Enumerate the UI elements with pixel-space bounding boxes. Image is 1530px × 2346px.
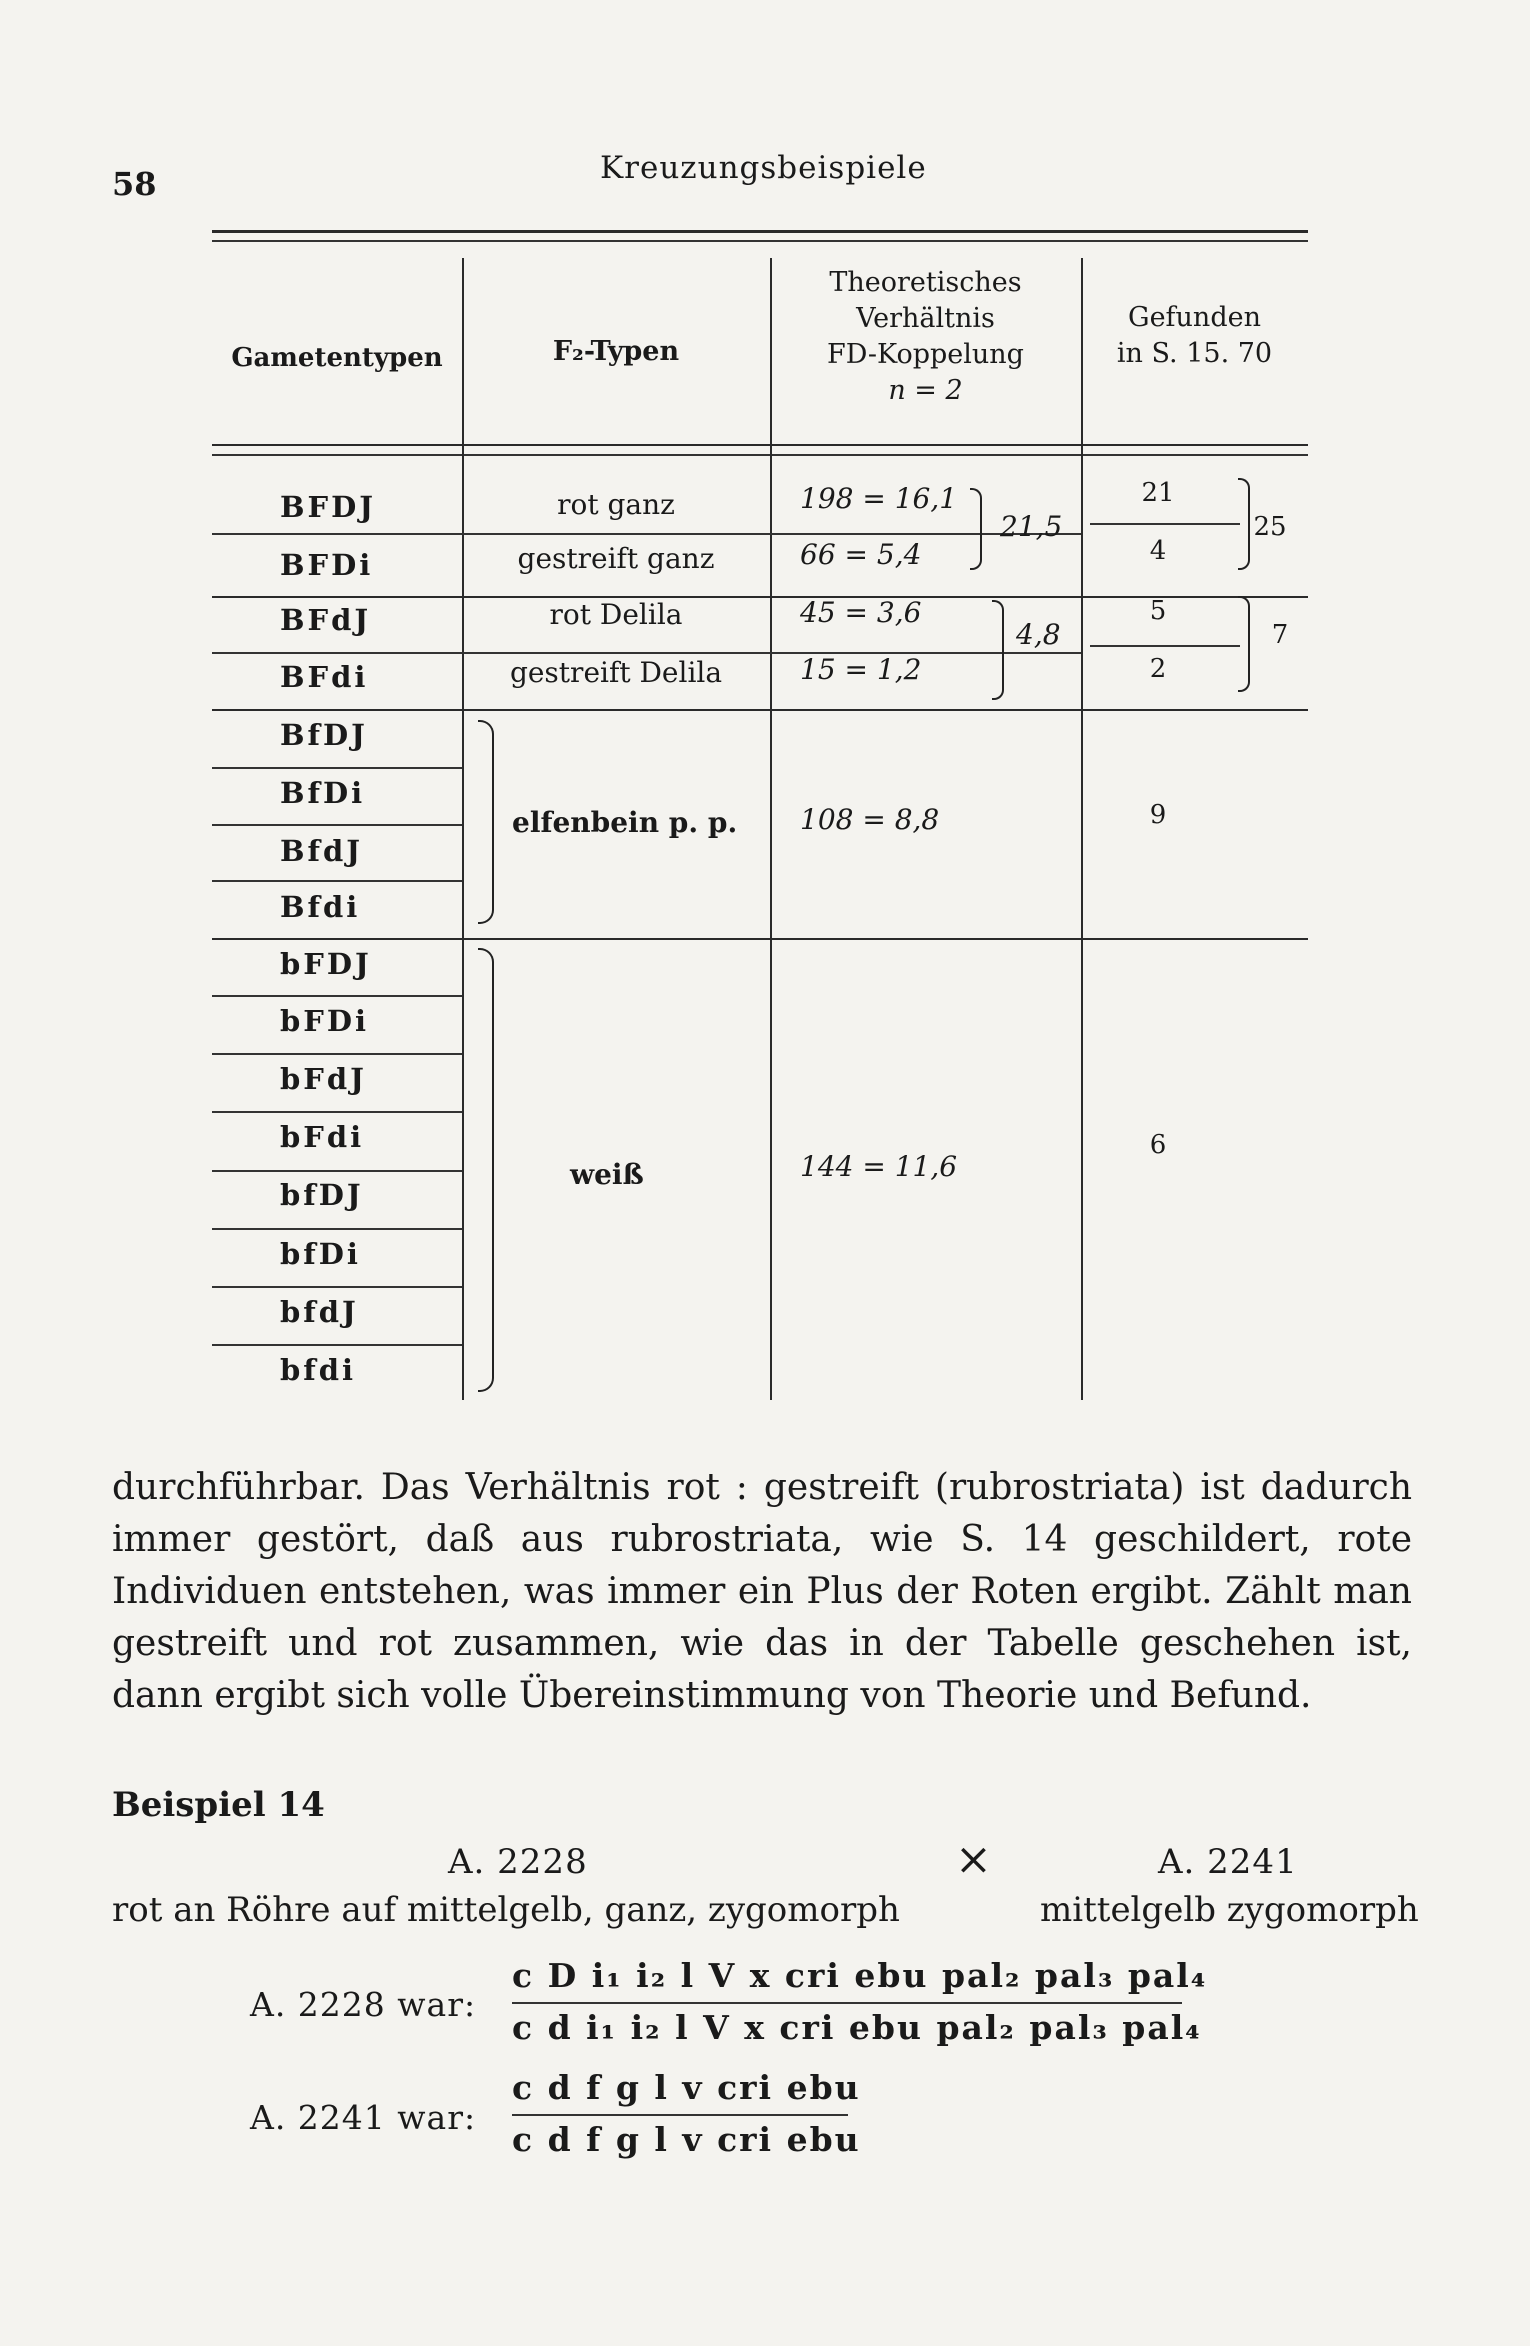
f2-gestreift-delila: gestreift Delila — [509, 656, 723, 689]
genotype-a-bar — [512, 2002, 1182, 2004]
theo-brace-1 — [970, 488, 982, 570]
gamete-6: BfDi — [280, 776, 366, 810]
desc-a: rot an Röhre auf mittelgelb, ganz, zygomorph — [112, 1890, 900, 1930]
f2-elfenbein: elfenbein p. p. — [512, 806, 738, 839]
f2-gestreift-ganz: gestreift ganz — [517, 542, 715, 575]
parent-b: A. 2241 — [1158, 1842, 1298, 1882]
f2-rot-delila: rot Delila — [549, 598, 683, 631]
header-f2: F₂-Typen — [552, 336, 680, 367]
genotype-b-numerator: c d f g l v cri ebu — [512, 2068, 861, 2107]
gamete-3: BFdJ — [280, 603, 372, 637]
body-paragraph: durchführbar. Das Verhältnis rot : gestreift (rubrostriata) ist dadurch immer gestört, daß aus rubrostriata, wie S. 14 geschildert, rote Individuen entstehen, was immer ein Plus der Roten ergibt. Zählt man gestreift und rot zusammen, wie das in der Tabelle geschehen ist, dann ergibt sich volle Übereinstimmung von Theorie und Befund. — [112, 1467, 1412, 1716]
gamete-7: BfdJ — [280, 834, 363, 868]
f2-rot-ganz: rot ganz — [557, 488, 675, 521]
gamete-11: bFdJ — [280, 1062, 367, 1096]
found-rot-ganz: 21 — [1141, 478, 1175, 508]
gamete-16: bfdi — [280, 1353, 357, 1387]
brace-weiss — [478, 948, 494, 1392]
page-number: 58 — [112, 165, 157, 203]
gamete-8: Bfdi — [280, 890, 361, 924]
theo-gestreift-delila: 15 = 1,2 — [800, 653, 922, 686]
found-brace-2 — [1238, 596, 1250, 692]
found-gestreift-delila: 2 — [1149, 654, 1167, 684]
header-found-line1: Gefunden — [1128, 302, 1261, 333]
theo-gestreift-ganz: 66 = 5,4 — [800, 538, 922, 571]
found-rot-delila: 5 — [1149, 596, 1167, 626]
header-theoretical — [770, 265, 1081, 409]
gamete-15: bfdJ — [280, 1295, 359, 1329]
gamete-9: bFDJ — [280, 947, 372, 981]
gamete-13: bfDJ — [280, 1178, 364, 1212]
example-heading: Beispiel 14 — [112, 1785, 325, 1825]
genotype-b-bar — [512, 2114, 848, 2116]
found-weiss: 6 — [1149, 1130, 1167, 1160]
genotype-a-label: A. 2228 war: — [250, 1985, 477, 2024]
theo-elfenbein: 108 = 8,8 — [800, 803, 940, 836]
theo-brace-2 — [992, 600, 1004, 700]
genotype-a-numerator: c D i₁ i₂ l V x cri ebu pal₂ pal₃ pal₄ — [512, 1956, 1208, 1995]
header-found-line2: in S. 15. 70 — [1116, 338, 1273, 369]
theo-rot-ganz: 198 = 16,1 — [800, 482, 958, 515]
brace-elfenbein — [478, 720, 494, 924]
gamete-4: BFdi — [280, 660, 369, 694]
header-theo-line4: n = 2 — [888, 375, 963, 406]
found-group-2: 7 — [1271, 620, 1289, 650]
gamete-10: bFDi — [280, 1004, 370, 1038]
header-theo-line2: Verhältnis — [856, 303, 995, 334]
found-group-1: 25 — [1253, 512, 1287, 542]
desc-b: mittelgelb zygomorph — [1040, 1890, 1419, 1930]
found-gestreift-ganz: 4 — [1149, 536, 1167, 566]
gamete-1: BFDJ — [280, 490, 376, 524]
theo-rot-delila: 45 = 3,6 — [800, 596, 922, 629]
found-elfenbein: 9 — [1149, 800, 1167, 830]
gamete-14: bfDi — [280, 1237, 361, 1271]
theo-group-2: 4,8 — [1016, 618, 1061, 651]
theo-weiss: 144 = 11,6 — [800, 1150, 958, 1183]
gamete-5: BfDJ — [280, 718, 368, 752]
header-theo-line3: FD-Koppelung — [827, 339, 1024, 370]
header-gametes: Gametentypen — [231, 343, 443, 373]
gamete-2: BFDi — [280, 548, 374, 582]
header-found — [1081, 300, 1308, 372]
running-head: Kreuzungsbeispiele — [600, 150, 927, 186]
genotype-a-denominator: c d i₁ i₂ l V x cri ebu pal₂ pal₃ pal₄ — [512, 2008, 1202, 2047]
header-theo-line1: Theoretisches — [829, 267, 1022, 298]
theo-group-1: 21,5 — [1000, 510, 1063, 543]
genotype-b-denominator: c d f g l v cri ebu — [512, 2120, 861, 2159]
genotype-b-label: A. 2241 war: — [250, 2098, 477, 2137]
cross-symbol: × — [955, 1834, 992, 1885]
gamete-12: bFdi — [280, 1120, 365, 1154]
f2-weiss: weiß — [570, 1158, 644, 1191]
parent-a: A. 2228 — [448, 1842, 588, 1882]
